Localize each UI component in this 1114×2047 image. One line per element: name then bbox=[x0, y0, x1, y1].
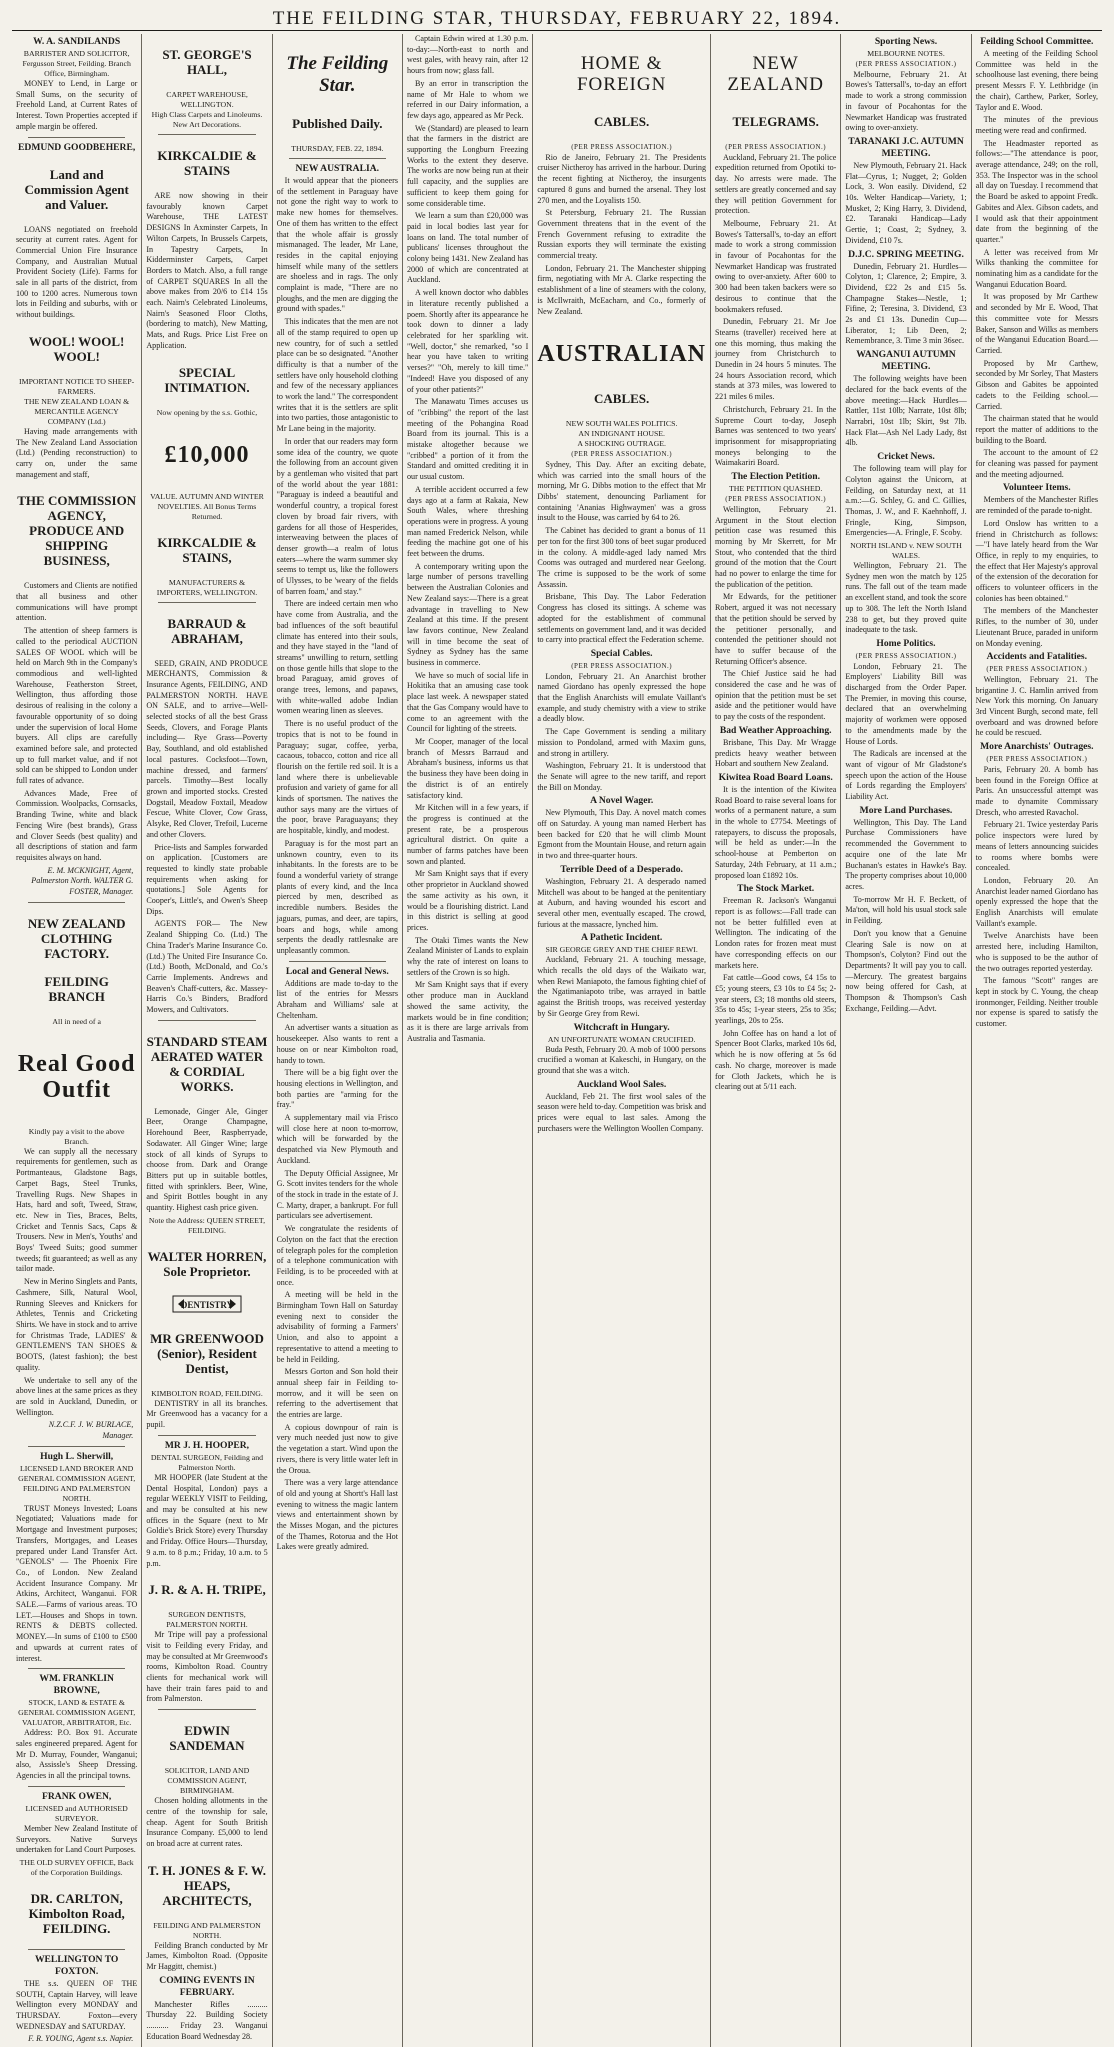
article-paragraph: ARE now showing in their favourably known Carpet Warehouse, THE LATEST DESIGNS In Axminster Carpets, In Wilton Carpets, In Brussels Carpets, In Tapestry Carpets, In Kidderminster Carpets, Carpet Borders to Match. Also, a full range of CARPET SQUARES In all the above makes from 20/6 to £14 15s each. Nairn's Celebrated Linoleums, Nairn's Seasoned Floor Cloths, (bordering to match), New Matting, Mats, and Rugs. Price List Free on Application. bbox=[146, 191, 268, 350]
press-association-tag: (PER PRESS ASSOCIATION.) bbox=[725, 143, 827, 151]
display-heading: CABLES. bbox=[594, 391, 650, 407]
article-paragraph: Mr Tripe will pay a professional visit to Feilding every Friday, and may be consulted at Mr Greenwood's rooms, Kimbolton Road. Country clients for mechanical work will have their train fares paid to and from Palmerston. bbox=[146, 1630, 268, 1704]
article-headline: D.J.C. SPRING MEETING. bbox=[848, 248, 964, 260]
article-headline: Witchcraft in Hungary. bbox=[573, 1021, 670, 1033]
article-paragraph: Melbourne, February 21. At Bowes's Tattersall's, to-day an effort made to work a strong commission in favour of Pocahontas for the Newmarket Handicap was frustrated owing to over-anxiety. After 600 to 300 had been taken backers were so desirous to continue that the bookmakers refused. bbox=[715, 218, 837, 314]
article-headline: A Pathetic Incident. bbox=[581, 932, 663, 944]
advert-signature: N.Z.C.F. J. W. BURLACE, Manager. bbox=[48, 1420, 134, 1441]
press-association-tag: (PER PRESS ASSOCIATION.) bbox=[725, 495, 827, 504]
article-paragraph: Paraguay is for the most part an unknown country, even to its inhabitants. In the forests are to be found a wonderful variety of strange plants of every kind, and the Inca pierced by men, described as incredible numbers. Besides the jaguars, pumas, and deer, are tapirs, boars and hogs, while among serpents the deadly rattlesnake are unpleasantly common. bbox=[276, 838, 398, 955]
large-display-text: AUSTRALIAN bbox=[537, 341, 707, 368]
article-paragraph: Wellington, February 21. The Sydney men won the match by 125 runs. The fall out of the team made an excellent stand, and took the score up to 308. The left the North Island 238 to get, but they proved quite inadequate to the task. bbox=[845, 561, 967, 635]
large-display-text: Real Good Outfit bbox=[17, 1050, 136, 1103]
display-heading: WOOL! WOOL! WOOL! bbox=[28, 333, 125, 364]
article-paragraph: The famous "Scott" ranges are kept in stock by C. Young, the cheap ironmonger, Feilding. Neither trouble nor expense is spared to satisfy the customer. bbox=[975, 976, 1098, 1029]
article-paragraph: The Deputy Official Assignee, Mr G. Scott invites tenders for the whole of the stock in trade in the estate of J. C. Marty, draper, a bankrupt. For full particulars see advertisement. bbox=[276, 1168, 398, 1221]
subheading: VALUE. AUTUMN AND WINTER NOVELTIES. All Bonus Terms Returned. bbox=[150, 491, 264, 521]
article-paragraph: New in Merino Singlets and Pants, Cashmere, Silk, Natural Wool, Running Sleeves and Knickers for Athletes, Tennis and Cricketing Shirts. We have in stock and to arrive for Christmas Trade, LADIES' & GENTLEMEN'S TAN SHOES & BOOTS, (latest fashion); the best quality. bbox=[16, 1277, 138, 1372]
subheading: THE OLD SURVEY OFFICE, Back of the Corporation Buildings. bbox=[19, 1857, 134, 1877]
article-paragraph: By an error in transcription the name of Mr Hale to whom we referred in our Dairy information, a few days ago, appeared as Mr Peck. bbox=[406, 78, 529, 120]
article-paragraph: The Radicals are incensed at the want of vigour of Mr Gladstone's speech upon the action of the House of Lords regarding the Employers' Liability Act. bbox=[845, 749, 967, 802]
subheading: THE NEW ZEALAND LOAN & MERCANTILE AGENCY COMPANY (Ltd.) bbox=[24, 396, 130, 426]
subheading: IMPORTANT NOTICE TO SHEEP-FARMERS. bbox=[19, 376, 135, 396]
article-paragraph: The Otaki Times wants the New Zealand Minister of Lands to explain why the rate of interest on loans to settlers of the Crown is so high. bbox=[406, 935, 529, 977]
article-paragraph: Brisbane, This Day. The Labor Federation Congress has closed its sittings. A scheme was adopted for the establishment of communal settlements on government land, and it was decided to carry into practical effect the Federation scheme. bbox=[537, 592, 707, 645]
article-paragraph: Washington, February 21. It is understood that the Senate will agree to the new tariff, and report the Bill on Monday. bbox=[537, 761, 707, 792]
article-paragraph: A well known doctor who dabbles in literature recently published a poem. Shortly after its appearance he took down to dinner a lady celebrated for her sparkling wit. "Well, doctor," she remarked, "so I hear you have taken to writing verses?" "Oh, merely to kill time." "Indeed! Have you disposed of any of your other patients?" bbox=[406, 288, 529, 394]
article-paragraph: Chosen holding allotments in the centre of the township for sale, cheap. Agent for South British Insurance Company. £5,000 to lend on broad acre at current rates. bbox=[146, 1796, 268, 1848]
article-headline: NEW AUSTRALIA. bbox=[295, 163, 380, 174]
article-paragraph: Wellington, This Day. The Land Purchase Commissioners have recommended the Government to acquire one of the late Mr Buchanan's estates in Hawke's Bay. The property comprises about 10,000 acres. bbox=[845, 817, 967, 891]
subheading: CARPET WAREHOUSE, WELLINGTON. bbox=[166, 90, 248, 109]
article-paragraph: A contemporary writing upon the large number of persons travelling between the Australian Colonies and New Zealand says:—There is a great advantage in travelling to New Zealand at this time. If the present law favors continue, New Zealand will in time become the seat of Sydney as Sydney has the same business in commerce. bbox=[406, 561, 529, 668]
column-rule bbox=[28, 902, 125, 903]
article-headline: The Stock Market. bbox=[737, 883, 815, 895]
article-paragraph: Dunedin, February 21. Mr Joe Stearns (traveller) received here at one this morning, thus making the journey from Christchurch to Dunedin in 24 hours 5 minutes. The 24 hours Association record, which stands at 373 miles, was lowered to 221 miles 6 miles. bbox=[715, 317, 837, 402]
article-paragraph: Captain Edwin wired at 1.30 p.m. to-day:—North-east to north and west gales, with heavy rain, after 12 hours from now; glass fall. bbox=[406, 34, 529, 76]
columns-grid bbox=[12, 34, 1102, 2044]
article-paragraph: DENTISTRY in all its branches. Mr Greenwood has a vacancy for a pupil. bbox=[146, 1398, 268, 1430]
article-paragraph: The Chief Justice said he had considered the case and he was of opinion that the petition must be set aside and the petitioner would have to pay the costs of the respondent. bbox=[715, 669, 837, 722]
subheading: Kindly pay a visit to the above Branch. bbox=[28, 1126, 125, 1146]
article-paragraph: Brisbane, This Day. Mr Wragge predicts heavy weather between Hobart and southern New Zealand. bbox=[715, 737, 837, 769]
article-paragraph: MR HOOPER (late Student at the Dental Hospital, London) pays a regular WEEKLY VISIT to Feilding, and may be consulted at his new offices in the Square (next to Mr Goldie's Brick Store) every Thursday and Friday. Office Hours—Thursday, 9 a.m. to 8 p.m.; Friday, 10 a.m. to 5 p.m. bbox=[146, 1472, 268, 1568]
article-headline: TARANAKI J.C. AUTUMN MEETING. bbox=[848, 135, 964, 159]
article-paragraph: London, February 21. The Employers' Liability Bill was discharged from the Order Paper. The Premier, in moving this course, declared that an overwhelming majority of workmen were opposed to the amendments made by the House of Lords. bbox=[845, 661, 967, 746]
article-paragraph: Buda Pesth, February 20. A mob of 1000 persons crucified a woman at Kakeschi, in Hungary, on the ground that she was a witch. bbox=[537, 1044, 707, 1075]
article-paragraph: We can supply all the necessary requirements for gentlemen, such as Portmanteaus, Gladstone Bags, Carpet Bags, Steel Trunks, Travelling Rugs. New Shapes in Hats, hard and soft, Tweed, Straw, etc. New in Ties, Braces, Belts, Cricket and Tennis Sacs, Caps & Trousers. New in Men's, Youths' and Boys' Tweed Suits; good summer tweeds; fit guaranteed; as well as any tailor made. bbox=[16, 1146, 138, 1274]
article-paragraph: John Coffee has on hand a lot of Spencer Boot Clarks, marked 10s 6d, which he is now offering at 5s 6d cash. No charge, moreover is made for Cloth Jackets, which he is clearing out at 5/11 each. bbox=[715, 1028, 837, 1092]
display-heading: T. H. JONES & F. W. HEAPS, ARCHITECTS, bbox=[147, 1862, 267, 1908]
column-rule bbox=[289, 158, 386, 159]
column-6 bbox=[711, 34, 841, 2047]
article-paragraph: We (Standard) are pleased to learn that the farmers in the district are supporting the Longburn Freezing Works to the extent they deserve. The works are now being run at their full capacity, and the supplies are sufficient to keep them going for some considerable time. bbox=[406, 123, 529, 208]
display-heading: NEW ZEALAND CLOTHING FACTORY. bbox=[27, 915, 126, 961]
newspaper-nameplate: The Feilding Star. bbox=[286, 53, 389, 96]
article-paragraph: Paris, February 20. A bomb has been found in the Foreign Office at Paris. An unsuccessful attempt was made to dynamite Commissary Dresch, who arrested Ravachol. bbox=[975, 764, 1098, 817]
article-paragraph: Advances Made, Free of Commission. Woolpacks, Cornsacks, Branding Twine, white and black Fencing Wire (best brands), Grass and Clover Seeds (best quality) and all descriptions of station and farm requisites always on hand. bbox=[16, 788, 138, 862]
article-paragraph: It would appear that the pioneers of the settlement in Paraguay have not gone the right way to work to make new homes for themselves. One of them has written to the effect that the whole affair is grossly mismanaged. The leader, Mr Lane, resides in the capital enjoying himself while many of the settlers are shoeless and in rags. The only complaint is made, "There are no ploughs, and the men are digging the ground with spades." bbox=[276, 176, 398, 314]
subheading: Note the Address: QUEEN STREET, FEILDING. bbox=[148, 1215, 266, 1235]
article-headline: Cricket News. bbox=[877, 451, 935, 463]
article-paragraph: Members of the Manchester Rifles are reminded of the parade to-night. bbox=[975, 495, 1098, 516]
advert-signature: E. M. MCKNIGHT, Agent, Palmerston North. WALTER G. FOSTER, Manager. bbox=[31, 865, 134, 897]
article-paragraph: Dunedin, February 21. Hurdles—Colyton, 1; Clarence, 2; Empire, 3. Dividend, £22 2s and £15 5s. Champagne Stakes—Nestle, 1; Fifine, 2; Teresina, 3. Dividend, £3 2s and £1 13s. Dunedin Cup—Liberator, 1; Lib Deen, 2; Remembrance, 3. Time 3 min 36sec. bbox=[845, 261, 967, 346]
article-paragraph: Member New Zealand Institute of Surveyors. Native Surveys undertaken for Land Court Purposes. bbox=[16, 1823, 138, 1855]
article-paragraph: London, February 20. An Anarchist leader named Giordano has openly expressed the hope that the English Anarchists will emulate Vaillant's example. bbox=[975, 875, 1098, 928]
article-headline: Feilding School Committee. bbox=[980, 36, 1094, 47]
article-headline: EDMUND GOODBEHERE, bbox=[18, 141, 136, 153]
article-paragraph: MONEY to Lend, in Large or Small Sums, on the security of Freehold Land, at Current Rates of Interest. Town Properties accepted if ample margin be offered. bbox=[16, 79, 138, 131]
article-paragraph: There was a very large attendance of old and young at Shortt's Hall last evening to witness the magic lantern views and entertainment shown by the Misses Mogan, and the pictures of the Thames, Rotorua and the Hot Lakes were greatly admired. bbox=[276, 1478, 398, 1552]
column-rule bbox=[28, 1786, 125, 1787]
article-headline: Hugh L. Sherwill, bbox=[40, 1450, 114, 1462]
article-headline: MR J. H. HOOPER, bbox=[164, 1439, 250, 1451]
subheading: MANUFACTURERS & IMPORTERS, WELLINGTON. bbox=[156, 577, 258, 597]
dentistry-emblem-label: DENTISTRY bbox=[180, 1299, 234, 1310]
column-4 bbox=[403, 34, 533, 2047]
article-paragraph: Rio de Janeiro, February 21. The Presidents cruiser Nictheroy has arrived in the harbour. During the recent fighting at Nictheroy, the insurgents captured 8 guns and burned the arsenal. They lost 270 men, and the Loyalists 150. bbox=[537, 152, 707, 205]
article-paragraph: Fat cattle—Good cows, £4 15s to £5; young steers, £3 10s to £4 5s; 2-year steers, £3; 18 months old steers, 35s to 45s; 1-year steers, 25s to 35s; yearlings, 20s to 25s. bbox=[715, 973, 837, 1026]
article-paragraph: Christchurch, February 21. In the Supreme Court to-day, Joseph Barnes was sentenced to two years' imprisonment for misappropriating moneys belonging to the Waimakariri Board. bbox=[715, 404, 837, 468]
masthead-title: THE FEILDING STAR, THURSDAY, FEBRUARY 22, 1894. bbox=[272, 8, 842, 29]
article-paragraph: AGENTS FOR— The New Zealand Shipping Co. (Ltd.) The China Trader's Marine Insurance Co. (Ltd.) The United Fire Insurance Co. (Ltd.) Booth, McDonald, and Co.'s Carrie Implements. Andrews and Beaven's Chaff-cutters, &c. Massey-Harris Co.'s Binders, Bradford Mowers, and Cultivators. bbox=[146, 919, 268, 1015]
article-headline: Terrible Deed of a Desperado. bbox=[560, 863, 683, 875]
article-paragraph: Proposed by Mr Carthew, seconded by Mr Sorley, That Masters Gibson and Gabites be appointed cadets to the Feilding school.—Carried. bbox=[975, 358, 1098, 411]
article-paragraph: A letter was received from Mr Wilks thanking the committee for nominating him as a candidate for the Wanganui Education Board. bbox=[975, 247, 1098, 289]
article-paragraph: Don't you know that a Genuine Clearing Sale is now on at Thompson's, Colyton? Find out the Departments? It will pay you to call.—Mercury. The greatest bargains now being offered for Cash, at Thompson & Thompson's Cash Exchange, Feilding.—Advt. bbox=[845, 928, 967, 1013]
display-heading: ST. GEORGE'S HALL, bbox=[162, 47, 252, 77]
display-heading: THE COMMISSION AGENCY, PRODUCE AND SHIPPING BUSINESS, bbox=[17, 493, 137, 569]
masthead bbox=[12, 8, 1102, 31]
subheading: AN UNFORTUNATE WOMAN CRUCIFIED. bbox=[547, 1034, 696, 1044]
subheading: THURSDAY, FEB. 22, 1894. bbox=[291, 144, 384, 153]
article-paragraph: It is the intention of the Kiwitea Road Board to raise several loans for works of a permanent nature, a sum in the whole to £7754. Meetings of ratepayers, to discuss the proposals, will be held as under:—In the school-house at Pemberton on Saturday, 24th February, at 11 a.m.; proposed loan £1892 10s. bbox=[715, 784, 837, 880]
article-headline: The Election Petition. bbox=[731, 471, 821, 483]
display-heading: FEILDING BRANCH bbox=[44, 973, 109, 1004]
display-heading: KIRKCALDIE & STAINS bbox=[157, 148, 257, 178]
tooth-emblem-icon bbox=[146, 1292, 267, 1318]
subheading: Now opening by the s.s. Gothic, bbox=[156, 407, 258, 417]
article-paragraph: This indicates that the men are not all of the stamp required to open up new country, for of such a settled place can be so designated. "Another difficulty is that a number of the settlers have only household clothing and few of the necessary appliances to work the land." The correspondent writes that it is the settlers are split into two parties, those antagonistic to Mr Lane being in the majority. bbox=[276, 317, 398, 434]
article-paragraph: February 21. Twice yesterday Paris police inspectors were lured by means of letters announcing suicides to rooms where bombs were concealed. bbox=[975, 820, 1098, 873]
article-paragraph: Lord Onslow has written to a friend in Christchurch as follows:—"I have lately heard from the War Office, in reply to my enquiries, to the effect that Her Majesty's approval of the extension of the decoration for officers to volunteer officers in the colonies has been obtained." bbox=[975, 518, 1098, 603]
subheading: High Class Carpets and Linoleums. New Art Decorations. bbox=[151, 110, 263, 129]
article-headline: Home Politics. bbox=[876, 637, 936, 649]
subheading: FEILDING AND PALMERSTON NORTH. bbox=[153, 1920, 261, 1940]
article-paragraph: We learn a sum than £20,000 was paid in local bodies last year for loans on land. The total number of publicans' licenses throughout the colony being 1431. New Zealand has 2000 of which are concentrated at Auckland. bbox=[406, 211, 529, 285]
advert-signature: F. R. YOUNG, Agent s.s. Napier. bbox=[28, 2034, 134, 2044]
article-paragraph: St Petersburg, February 21. The Russian Government threatens that in the event of the French Government refusing to extradite the Russian exports they will terminate the existing commercial treaty. bbox=[537, 208, 707, 261]
article-paragraph: Price-lists and Samples forwarded on application. [Customers are requested to kindly state probable requirements when asking for quotations.] Sole Agents for Cooper's, Little's, and Owen's Sheep Dips. bbox=[146, 842, 268, 916]
article-paragraph: The members of the Manchester Rifles, to the number of 30, under Lieutenant Bruce, paraded in uniform on Monday evening. bbox=[975, 606, 1098, 648]
article-paragraph: The Cabinet has decided to grant a bonus of 11 per ton for the first 300 tons of beet sugar produced in the colony. A middle-aged lady named Mrs Cooms was outraged and murdered near Geelong. The crime is supposed to be the work of some Assassin. bbox=[537, 526, 707, 589]
article-headline: WELLINGTON TO FOXTON. bbox=[34, 1953, 119, 1977]
article-paragraph: Twelve Anarchists have been arrested here, including Hamilton, who is supposed to be the author of the two outrages reported yesterday. bbox=[975, 931, 1098, 973]
subheading: All in need of a bbox=[52, 1016, 101, 1026]
article-paragraph: SEED, GRAIN, AND PRODUCE MERCHANTS, Commission & Insurance Agents, FEILDING, AND PALMERSTON NORTH. HAVE ON SALE, and to arrive—Well-selected stocks of all the best Grass Seeds, Clovers, and Forage Plants including— Rye Grass—Poverty Bay, Southland, and old established local pastures. Cocksfoot—Town, machine dressed, and farmers' parcels. Timothy—Best locally grown and imported stocks. Crested Dogstail, Meadow Foxtail, Meadow Fescue, White Clover, Cow Grass, Alsyke, Red Clover, Trefoil, Lucerne and other Clovers. bbox=[146, 658, 268, 839]
subheading: KIMBOLTON ROAD, FEILDING. bbox=[151, 1388, 263, 1398]
article-paragraph: We congratulate the residents of Colyton on the fact that the erection of telegraph poles for the completion of a telephone communication with Feilding, is to be proceeded with at once. bbox=[276, 1224, 398, 1287]
article-paragraph: The following team will play for Colyton against the Unicorn, at Feilding, on Saturday next, at 11 a.m.:—G. Schley, G. and C. Gillies, Thomas, J. W., and F. Kaehnhoff, J. Fringle, King, Simpson, Emergencies—A. Fringle, F. Scoby. bbox=[845, 464, 967, 538]
subheading: AN INDIGNANT HOUSE. bbox=[578, 429, 666, 439]
article-paragraph: Sydney, This Day. After an exciting debate, which was carried into the small hours of the morning, Mr G. Dibbs motion to the effect that Mr Dibbs' statement, denouncing Parliament for containing 'Ananias Highwaymen' was a gross insult to the House, was carried by 64 to 26. bbox=[537, 459, 707, 523]
article-headline: Auckland Wool Sales. bbox=[577, 1078, 667, 1090]
article-paragraph: The Cape Government is sending a military mission to Pondoland, armed with Maxim guns, and strong in artillery. bbox=[537, 727, 707, 758]
display-heading: KIRKCALDIE & STAINS, bbox=[157, 534, 257, 565]
subheading: THE PETITION QUASHED. bbox=[729, 484, 823, 494]
subheading: LICENSED and AUTHORISED SURVEYOR. bbox=[25, 1803, 128, 1823]
article-paragraph: A terrible accident occurred a few days ago at a farm at Rakaia, New South Wales, where threshing operations were in progress. A young man named Frederick Nelson, while feeding the machine got one of his feet between the drums. bbox=[406, 484, 529, 559]
subheading: LICENSED LAND BROKER AND GENERAL COMMISSION AGENT, FEILDING AND PALMERSTON NORTH. bbox=[18, 1463, 136, 1503]
column-2 bbox=[142, 34, 272, 2047]
article-paragraph: An advertiser wants a situation as housekeeper. Also wants to rent a house on or near Kimbolton road, handy to town. bbox=[276, 1023, 398, 1065]
article-paragraph: Auckland, February 21. The police expedition returned from Opotiki to-day. No arrests were made. The settlers are greatly concerned and say they will petition Government for protection. bbox=[715, 152, 837, 216]
article-paragraph: A supplementary mail via Frisco will close here at noon to-morrow, which will be forwarded by the despatched via New Plymouth and Auckland. bbox=[276, 1113, 398, 1165]
article-headline: More Anarchists' Outrages. bbox=[980, 741, 1094, 753]
column-rule bbox=[158, 1709, 255, 1710]
subheading: MELBOURNE NOTES. bbox=[867, 49, 945, 58]
article-paragraph: Manchester Rifles .......... Thursday 22. Building Society ........... Friday 23. Wanganui Education Board Wednesday 28. bbox=[146, 1999, 268, 2041]
article-paragraph: In order that our readers may form some idea of the country, we quote the following from an account given by a gentleman who visited that part of the world about the year 1881: "Paraguay is indeed a beautiful and wonderful country, a tropical forest cloven by broad fair rivers, with gardens for all those of Hesperides, interweaving between the places of denser growth—a realm of lotus eaters—where the warm summer sky seems to tempt us, like the followers of Ulysses, to be 'weary of the fields of barren foam,' and stay." bbox=[276, 436, 398, 596]
article-paragraph: Mr Kitchen will in a few years, if the progress is continued at the present rate, be a prosperous agricultural district. On quite a number of farms patches have been sown and planted. bbox=[406, 803, 529, 866]
column-rule bbox=[28, 1668, 125, 1669]
article-headline: FRANK OWEN, bbox=[42, 1790, 112, 1802]
large-display-text: £10,000 bbox=[164, 441, 250, 468]
article-paragraph: It was proposed by Mr Carthew and seconded by Mr E. Wood, That this committee vote for Messrs Baker, Sanson and Wilks as members of the Wanganui Education Board.—Carried. bbox=[975, 292, 1098, 355]
press-association-tag: (PER PRESS ASSOCIATION.) bbox=[855, 651, 957, 660]
article-paragraph: There will be a big fight over the housing elections in Wellington, and both parties are "arming for the fray." bbox=[276, 1068, 398, 1110]
article-paragraph: The Headmaster reported as follows:—"The attendance is poor, average attendance, 249; on the roll, 353. The Inspector was in the school all day on Tuesday. I recommend that the Board be asked to appoint Fredk. Gabites and Alex. Gibson cadets, and I would ask that their appointment date from the beginning of the quarter." bbox=[975, 138, 1098, 244]
article-headline: Special Cables. bbox=[590, 647, 653, 659]
column-rule bbox=[158, 134, 255, 135]
article-headline: A Novel Wager. bbox=[590, 795, 654, 807]
article-paragraph: Address: P.O. Box 91. Accurate sales engineered prepared. Agent for Mr D. Murray, Founder, Wanganui; also, Assissle's Sheep Dressing. Agencies in all the principal towns. bbox=[16, 1728, 138, 1781]
article-headline: Local and General News. bbox=[285, 965, 389, 977]
press-association-tag: (PER PRESS ASSOCIATION.) bbox=[571, 143, 673, 151]
article-paragraph: Freeman R. Jackson's Wanganui report is as follows:—Fall trade can not be better fulfilled even at Wellington. The indicating of the London rates for frozen meat must have corresponding effects on our markets here. bbox=[715, 896, 837, 970]
display-heading: TELEGRAMS. bbox=[732, 114, 819, 129]
subheading: NORTH ISLAND v. NEW SOUTH WALES. bbox=[850, 541, 962, 561]
article-headline: WM. FRANKLIN BROWNE, bbox=[39, 1673, 114, 1697]
column-8 bbox=[972, 34, 1102, 2047]
subheading: NEW SOUTH WALES POLITICS. bbox=[565, 419, 678, 429]
display-heading: MR GREENWOOD (Senior), Resident Dentist, bbox=[150, 1330, 264, 1376]
subheading: BARRISTER AND SOLICITOR, Fergusson Street, Feilding. Branch Office, Birmingham. bbox=[22, 49, 131, 78]
column-rule bbox=[28, 1949, 125, 1950]
display-heading: WALTER HORREN, Sole Proprietor. bbox=[147, 1248, 267, 1279]
article-headline: Bad Weather Approaching. bbox=[719, 724, 832, 736]
article-paragraph: There is no useful product of the tropics that is not to be found in Paraguay; sugar, coffee, yerba, cacaous, tobacco, cotton and rice all flourish on the fertile red soil. It is a land where there is unbelievable profusion and variety of game for all kinds of sportsmen. The natives the author says many are the virtues of the poor, brave Paraguayans; they are hospitable, kindly, and modest. bbox=[276, 719, 398, 836]
display-heading: DR. CARLTON, Kimbolton Road, FEILDING. bbox=[28, 1890, 125, 1936]
article-paragraph: We undertake to sell any of the above lines at the same prices as they are sold in Auckland, Dunedin, or Wellington. bbox=[16, 1375, 138, 1417]
article-paragraph: New Plymouth, February 21. Hack Flat—Cyrus, 1; Nugget, 2; Golden Lock, 3. Won easily. Dividend, £2 10s. Welter Handicap—Variety, 1; Musket, 2; King Harry, 3. Dividend, £2. Taranaki Handicap—Lady Gertie, 1; Coast, 2; Sydney, 3. Dividend, £10 7s. bbox=[845, 160, 967, 245]
column-rule bbox=[158, 602, 255, 603]
article-headline: Accidents and Fatalities. bbox=[986, 651, 1088, 663]
subheading: DENTAL SURGEON, Feilding and Palmerston North. bbox=[150, 1452, 264, 1472]
column-rule bbox=[289, 961, 386, 962]
subheading: STOCK, LAND & ESTATE & GENERAL COMMISSION AGENT, VALUATOR, ARBITRATOR, Etc. bbox=[18, 1698, 136, 1728]
article-paragraph: Melbourne, February 21. At Bowes's Tattersall's, to-day an effort made to work a strong commission in favour of Pocahontas for the Newmarket Handicap was frustrated owing to over-anxiety. bbox=[845, 69, 967, 133]
column-1 bbox=[12, 34, 142, 2047]
article-paragraph: Wellington, February 21. The brigantine J. C. Hamlin arrived from New York this morning. On January 3rd Vincent Burgh, second mate, fell overboard and was drowned before he could be rescued. bbox=[975, 674, 1098, 738]
article-paragraph: The account to the amount of £2 for cleaning was passed for payment and the meeting adjourned. bbox=[975, 448, 1098, 479]
article-paragraph: We have so much of social life in Hokitika that an amusing case took place last week. A newspaper stated that the Gas Company would have to come to an agreement with the Council for lighting of the streets. bbox=[406, 670, 529, 734]
article-paragraph: There are indeed certain men who have come from Australia, and the bad influences of the soft beautiful climate has entered into their souls, and they have stayed in the "land of streams" unwilling to return, settling on those gentle hills that slope to the broad Paraguay, amid groves of orange trees, lemons, and papaws, with white-walled adobe Indian women wearing linen as sleeves. bbox=[276, 599, 398, 716]
article-paragraph: LOANS negotiated on freehold security at current rates. Agent for Commercial Union Fire Insurance Company, and Australian Mutual Provident Society (Life). Farms for sale in all parts of the district, from 100 to 1200 acres. Numerous town lots in Feilding and suburbs, with or without buildings. bbox=[16, 224, 138, 320]
article-paragraph: A meeting will be held in the Birmingham Town Hall on Saturday evening next to consider the advisability of forming a Farmers' Union, and also to appoint a representative to attend a meeting to be held in Feilding. bbox=[276, 1290, 398, 1364]
column-3 bbox=[273, 34, 403, 2047]
column-rule bbox=[28, 137, 125, 138]
column-5 bbox=[533, 34, 711, 2047]
column-rule bbox=[28, 1446, 125, 1447]
article-paragraph: The following weights have been declared for the back events of the above meeting:—Hack Hurdles—Rattler, 11st 10lb; Narrate, 10st 8lb; Narrabri, 10st 1lb; Skirt, 9st 7lb. Hack Flat—Ash Nel Lady Lady, 8st 4lb. bbox=[845, 374, 967, 448]
article-paragraph: Mr Cooper, manager of the local branch of Messrs Barraud and Abraham's business, informs us that the business they have been doing in the district is of an entirely satisfactory kind. bbox=[406, 737, 529, 800]
article-paragraph: Auckland, Feb 21. The first wool sales of the season were held to-day. Competition was brisk and prices were equal to last sales. Among the purchasers were the Wellington Woollen Company. bbox=[537, 1091, 707, 1133]
article-headline: Volunteer Items. bbox=[1002, 482, 1071, 494]
article-paragraph: London, February 21. An Anarchist brother named Giordano has openly expressed the hope that the English Anarchists will emulate Vaillant's example, and study chemistry with a view to strike a deadly blow. bbox=[537, 671, 707, 724]
article-paragraph: Customers and Clients are notified that all business and other communications will have prompt attention. bbox=[16, 581, 138, 623]
article-paragraph: TRUST Moneys Invested; Loans Negotiated; Valuations made for Mortgage and Investment purposes; Transfers, Mortgages, and Leases prepared under Land Transfer Act. "GENOLS" — The Phoenix Fire Co., of London. New Zealand Accident Insurance Company. Mr Atkins, Architect, Wanganui. FOR SALE.—Farms of various areas. TO LET.—Houses and Shops in town. RENTS & DEBTS collected. MONEY.—In sums of £100 to £500 and upwards at current rates of interest. bbox=[16, 1503, 138, 1663]
article-paragraph: THE s.s. QUEEN OF THE SOUTH, Captain Harvey, will leave Wellington every MONDAY and THURSDAY. Foxton—every WEDNESDAY and SATURDAY. bbox=[16, 1978, 138, 2031]
article-paragraph: A meeting of the Feilding School Committee was held in the schoolhouse last evening, there being present Messrs F. Y. Lethbridge (in the chair), Carthew, Parker, Sorley, Taylor and E. Wood. bbox=[975, 49, 1098, 112]
subheading: SURGEON DENTISTS, PALMERSTON NORTH. bbox=[166, 1610, 248, 1630]
display-heading: Land and Commission Agent and Valuer. bbox=[24, 166, 129, 212]
article-paragraph: Auckland, February 21. A touching message, which recalls the old days of the Waikato war, when Rewi Maniapoto, the famous fighting chief of the Ngatimaniapoto tribe, was arrayed in battle against the British troops, was received yesterday by Sir George Grey from Rewi. bbox=[537, 955, 707, 1018]
press-association-tag: (PER PRESS ASSOCIATION.) bbox=[571, 661, 673, 670]
article-paragraph: Messrs Gorton and Son hold their annual sheep fair in Feilding to-morrow, and it will be seen on referring to the advertisement that the entries are large. bbox=[276, 1367, 398, 1420]
column-rule bbox=[158, 1435, 255, 1436]
subheading: SIR GEORGE GREY AND THE CHIEF REWI. bbox=[545, 945, 698, 955]
article-paragraph: The minutes of the previous meeting were read and confirmed. bbox=[975, 115, 1098, 135]
article-headline: More Land Purchases. bbox=[859, 804, 953, 816]
display-heading: Published Daily. bbox=[292, 116, 383, 131]
article-paragraph: To-morrow Mr H. F. Beckett, of Ma'ton, will hold his usual stock sale in Feilding. bbox=[845, 894, 967, 926]
display-heading: STANDARD STEAM AERATED WATER & CORDIAL WORKS. bbox=[146, 1033, 268, 1094]
section-title: HOME & FOREIGN bbox=[576, 53, 667, 95]
article-paragraph: Washington, February 21. A desperado named Mitchell was about to be hanged at the penitentiary at Auburn, and having wounded his escort and several other men, eventually escaped. The crowd, furious at the massacre, lynched him. bbox=[537, 876, 707, 929]
display-heading: SPECIAL INTIMATION. bbox=[164, 364, 250, 395]
article-headline: Kiwitea Road Board Loans. bbox=[718, 771, 833, 783]
column-7 bbox=[841, 34, 971, 2047]
display-heading: EDWIN SANDEMAN bbox=[169, 1723, 245, 1754]
display-heading: J. R. & A. H. TRIPE, bbox=[148, 1582, 266, 1598]
article-paragraph: Feilding Branch conducted by Mr James, Kimbolton Road. (Opposite Mr Haggitt, chemist.) bbox=[146, 1940, 268, 1972]
article-paragraph: Mr Sam Knight says that if every other proprietor in Auckland showed the same activity as his own, it would be a flourishing district. Land in this district is selling at good prices. bbox=[406, 869, 529, 932]
display-heading: BARRAUD & ABRAHAM, bbox=[167, 615, 247, 646]
article-paragraph: New Plymouth, This Day. A novel match comes off on Saturday. A young man named Herbert has been backed for £20 that he will climb Mount Egmont from the Mountain House, and return again in two and three-quarter hours. bbox=[537, 808, 707, 861]
article-paragraph: The attention of sheep farmers is called to the periodical AUCTION SALES OF WOOL which will be held on March 9th in the Company's commodious and well-lighted Warehouse, Featherston Street, Wellington, thus affording those desirous of realising in the colony a favourable opportunity of so doing under the supervision of local Home buyers. All clips are carefully examined before sale, and protected up to full market value, and if not sold can be shipped to London under full rates of advance. bbox=[16, 626, 138, 786]
article-paragraph: The chairman stated that he would report the matter of additions to the building to the Board. bbox=[975, 414, 1098, 445]
article-paragraph: London, February 21. The Manchester shipping firm, negotiating with Mr A. Clarke respecting the establishment of a line of steamers with the colony, is McIlwraith, McEacharn, and Co., formerly of New Zealand. bbox=[537, 263, 707, 316]
press-association-tag: (PER PRESS ASSOCIATION.) bbox=[986, 755, 1088, 764]
press-association-tag: (PER PRESS ASSOCIATION.) bbox=[571, 450, 673, 459]
article-headline: W. A. SANDILANDS bbox=[33, 36, 121, 47]
subheading: SOLICITOR, LAND AND COMMISSION AGENT, BIRMINGHAM. bbox=[164, 1766, 250, 1796]
article-paragraph: Wellington, February 21. Argument in the Stout election petition case was resumed this morning by Mr Skerrett, for Mr Stout, who contended that the third ground of the motion that the Court had no power to enlarge the time for the publication of the petition. bbox=[715, 504, 837, 589]
article-headline: COMING EVENTS IN FEBRUARY. bbox=[159, 1974, 255, 1998]
article-headline: Sporting News. bbox=[874, 36, 938, 47]
article-paragraph: Lemonade, Ginger Ale, Ginger Beer, Orange Champagne, Horehound Beer, Raspberryade, Sodawater. All Ginger Wine; large stock of all kinds of Syrups to choose from. Dark and Orange Bitters put up in suitable bottles, fitted with sprinklers. Beer, Wine, and Spirit Bottles bought in any quantity. Highest cash price given. bbox=[146, 1106, 268, 1213]
article-paragraph: A copious downpour of rain is very much needed just now to give the vegetation a start. Wind upon the rivers, there is very little water left in the Oroua. bbox=[276, 1422, 398, 1475]
article-paragraph: Mr Edwards, for the petitioner Robert, argued it was not necessary that the petition should be served by the petitioner personally, and contended the petitioner should not have to suffer because of the Returning Officer's absence. bbox=[715, 592, 837, 666]
section-title: NEW ZEALAND bbox=[727, 53, 825, 95]
article-paragraph: Additions are made to-day to the list of the entries for Messrs Abraham and Williams' sale at Cheltenham. bbox=[276, 978, 398, 1020]
press-association-tag: (PER PRESS ASSOCIATION.) bbox=[855, 60, 957, 68]
article-paragraph: Mr Sam Knight says that if every other produce man in Auckland showed the same activity, the markets would be in fine condition; as it is there are large arrivals from Australia and Tasmania. bbox=[406, 980, 529, 1043]
article-headline: WANGANUI AUTUMN MEETING. bbox=[856, 349, 956, 373]
article-paragraph: Having made arrangements with The New Zealand Land Association (Ltd.) (Pending reconstruction) to carry on, under the same management and staff, bbox=[16, 426, 138, 479]
column-rule bbox=[158, 1020, 255, 1021]
display-heading: CABLES. bbox=[594, 114, 650, 129]
subheading: A SHOCKING OUTRAGE. bbox=[577, 439, 666, 449]
article-paragraph: The Manawatu Times accuses us of "cribbing" the report of the last meeting of the Pohangina Road Board from its journal. This is a mistake altogether because we "cribbed" a portion of it from the Standard and omitted crediting it in our usual custom. bbox=[406, 397, 529, 482]
press-association-tag: (PER PRESS ASSOCIATION.) bbox=[986, 665, 1088, 674]
